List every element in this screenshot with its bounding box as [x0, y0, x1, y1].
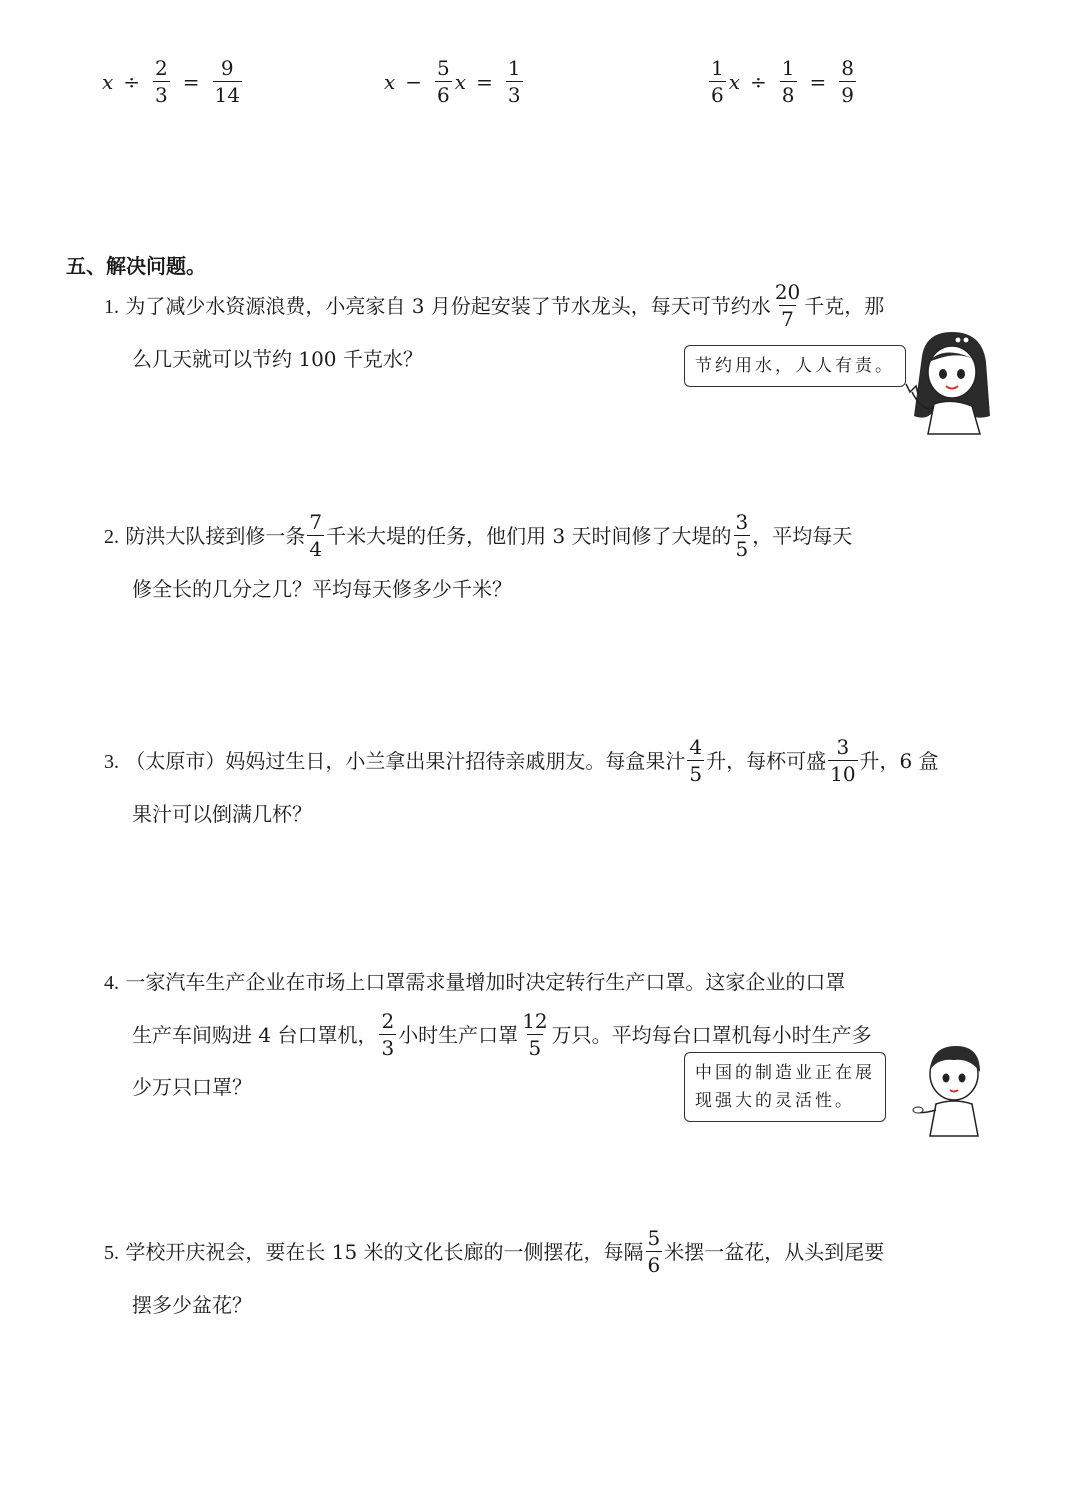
problem-3: [104, 735, 992, 840]
problem-2: [104, 510, 992, 615]
problem-number: 4.: [104, 972, 119, 994]
fraction: $\frac{2}{3}$: [155, 56, 168, 107]
problem-text: 万只。平均每台口罩机每小时生产多: [551, 1023, 872, 1047]
problem-text: 防洪大队接到修一条: [125, 524, 306, 548]
problem-line: 么几天就可以节约 100 千克水？: [132, 347, 423, 371]
problem-line: [104, 735, 992, 788]
equals-sign: =: [182, 69, 200, 94]
divide-sign: ÷: [750, 69, 767, 94]
variable-x: x: [102, 69, 114, 94]
problem-text: ，平均每天: [752, 524, 853, 548]
problem-text: 千克，那: [804, 294, 885, 318]
problem-text: 米摆一盆花，从头到尾要: [664, 1240, 885, 1264]
problem-text: 学校开庆祝会，要在长 15 米的文化长廊的一侧摆花，每隔: [125, 1240, 644, 1264]
problem-number: 2.: [104, 526, 119, 548]
speech-bubble: [684, 1052, 886, 1122]
problem-text: 为了减少水资源浪费，小亮家自 3 月份起安装了节水龙头，每天可节约水: [125, 294, 771, 318]
problem-line: 修全长的几分之几？平均每天修多少千米？: [132, 577, 512, 601]
problem-line: 摆多少盆花？: [132, 1293, 252, 1317]
bubble-line: 现强大的灵活性。: [695, 1091, 855, 1111]
problem-5: [104, 1226, 992, 1331]
equation-1: [102, 58, 245, 105]
problem-text: 升，6 盒: [859, 749, 939, 773]
problem-number: 5.: [104, 1242, 119, 1264]
problem-text: 一家汽车生产企业在市场上口罩需求量增加时决定转行生产口罩。这家企业的口罩: [125, 970, 846, 994]
fraction: $\frac{12}{5}$: [522, 1009, 548, 1060]
variable-x: x: [728, 69, 741, 94]
minus-sign: −: [405, 69, 423, 94]
problem-line: 果汁可以倒满几杯？: [132, 802, 312, 826]
divide-sign: ÷: [123, 69, 141, 94]
fraction: $\frac{1}{8}$: [781, 56, 795, 107]
problem-number: 1.: [104, 296, 119, 318]
equation-3: [706, 58, 859, 105]
problem-line: [104, 510, 992, 563]
boy-illustration-icon: [912, 1038, 992, 1138]
speech-bubble: 节约用水，人人有责。: [684, 345, 906, 387]
problem-line: 少万只口罩？: [132, 1075, 252, 1099]
section-title: 五、解决问题。: [66, 254, 206, 278]
problem-line: [104, 956, 992, 1009]
problem-line: [104, 280, 992, 333]
fraction: $\frac{9}{14}$: [214, 56, 240, 107]
fraction: $\frac{8}{9}$: [841, 56, 855, 107]
fraction: $\frac{2}{3}$: [381, 1009, 395, 1060]
girl-illustration-icon: [900, 326, 1000, 436]
problem-number: 3.: [104, 751, 119, 773]
problem-text: 生产车间购进 4 台口罩机，: [132, 1023, 378, 1047]
fraction: $\frac{5}{6}$: [437, 56, 450, 107]
fraction: $\frac{4}{5}$: [689, 735, 703, 786]
problem-text: （太原市）妈妈过生日，小兰拿出果汁招待亲戚朋友。每盒果汁: [125, 749, 686, 773]
fraction: $\frac{1}{3}$: [507, 56, 521, 107]
fraction: $\frac{1}{6}$: [711, 56, 724, 107]
fraction: $\frac{20}{7}$: [774, 280, 801, 331]
equation-2: [384, 58, 526, 105]
fraction: $\frac{7}{4}$: [309, 510, 323, 561]
variable-x: x: [384, 69, 396, 94]
variable-x: x: [454, 69, 467, 94]
problem-text: 千米大堤的任务，他们用 3 天时间修了大堤的: [326, 524, 732, 548]
equals-sign: =: [809, 69, 827, 94]
bubble-line: 中国的制造业正在展: [695, 1063, 875, 1083]
problem-line: [104, 1226, 992, 1279]
problem-text: 升，每杯可盛: [706, 749, 827, 773]
problem-text: 小时生产口罩: [398, 1023, 519, 1047]
equals-sign: =: [476, 69, 493, 94]
fraction: $\frac{5}{6}$: [647, 1226, 661, 1277]
fraction: $\frac{3}{10}$: [830, 735, 856, 786]
fraction: $\frac{3}{5}$: [735, 510, 749, 561]
equation-row: [0, 58, 1080, 118]
